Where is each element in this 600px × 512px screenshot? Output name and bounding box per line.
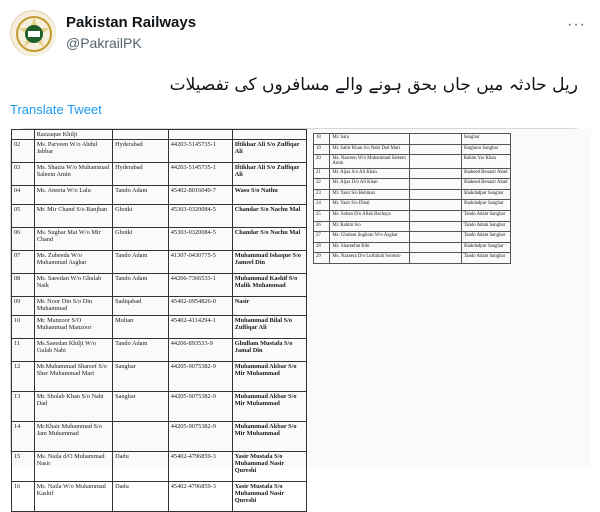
passenger-name: Mr. Mir Chand S/o Ranjhan (34, 205, 112, 228)
passenger-table-left (11, 129, 307, 512)
table-row (12, 482, 307, 512)
account-handle[interactable]: @PakrailPK (66, 35, 142, 51)
passenger-city: Dadu (113, 452, 169, 482)
table-row (12, 452, 307, 482)
row-number: 28 (314, 242, 330, 253)
passenger-name: Mr. Noor Din S/o Din Muhammad (34, 297, 112, 316)
table-row (12, 163, 307, 186)
table-row (314, 168, 511, 179)
table-row (314, 253, 511, 264)
passenger-name: Mr. Sabir Khan S/o Nabi Dad Mari (330, 144, 410, 155)
passenger-name: Mr. Sara (330, 134, 410, 145)
passenger-cnic: 44203-5145735-1 (168, 163, 232, 186)
passenger-city (410, 242, 461, 253)
table-row (314, 179, 511, 190)
table-row (12, 130, 307, 140)
relative-name: Muhammad Akbar S/o Mir Muhammad (232, 362, 306, 392)
passenger-name: Ms. Sohan D/o Allah Bachaya (330, 210, 410, 221)
passenger-cnic: 45402-0954826-0 (168, 297, 232, 316)
passenger-cnic: 45402-4114294-1 (168, 316, 232, 339)
passenger-name: Mr. Yasir S/o Dinal (330, 200, 410, 211)
relative-name: Chandar S/o Nachu Mal (232, 205, 306, 228)
passenger-name: Mr. Sholab Khan S/o Nabi Dad (34, 392, 112, 422)
passenger-district: Shahdadpur Sanghar (461, 200, 510, 211)
row-number: 23 (314, 189, 330, 200)
document-photo (11, 129, 591, 504)
row-number: 27 (314, 232, 330, 243)
relative-name: Muhammad Kashif S/o Malik Muhammad (232, 274, 306, 297)
row-number: 04 (12, 186, 35, 205)
table-row (12, 339, 307, 362)
passenger-name: Ms. Shazia W/o Muhammad Saleem Amin (34, 163, 112, 186)
row-number: 12 (12, 362, 35, 392)
passenger-district: Shahdadpur Sanghar (461, 189, 510, 200)
passenger-city (410, 232, 461, 243)
passenger-city: Tando Adam (113, 186, 169, 205)
row-number: 22 (314, 179, 330, 190)
passenger-city: Tando Adam (113, 251, 169, 274)
row-number (12, 130, 35, 140)
passenger-city: Multan (113, 316, 169, 339)
passenger-name: Razzaque Khilji (34, 130, 112, 140)
table-row (12, 422, 307, 452)
passenger-district: Tando Adam Sanghar (461, 232, 510, 243)
passenger-name: Ms. Parveen W/o Abdul Jabbar (34, 140, 112, 163)
passenger-city: Sadiqabad (113, 297, 169, 316)
passenger-name: Mr. Yasir S/o Rehman (330, 189, 410, 200)
row-number: 05 (12, 205, 35, 228)
row-number: 14 (12, 422, 35, 452)
passenger-list-left-page (11, 129, 307, 504)
passenger-city: Tando Adam (113, 339, 169, 362)
passenger-city (410, 253, 461, 264)
table-row (314, 144, 511, 155)
passenger-city (410, 134, 461, 145)
row-number: 29 (314, 253, 330, 264)
row-number: 25 (314, 210, 330, 221)
table-row (12, 362, 307, 392)
relative-name: Yasir Mustafa S/o Muhammad Nasir Qureshi (232, 452, 306, 482)
passenger-district: Shahdadpur Sanghar (461, 242, 510, 253)
table-row (314, 189, 511, 200)
passenger-name: Ms. Saeedan W/o Ghulab Naik (34, 274, 112, 297)
passenger-city (410, 200, 461, 211)
relative-name: Nasir (232, 297, 306, 316)
table-row (12, 251, 307, 274)
more-options-icon[interactable]: ··· (567, 16, 586, 33)
table-row (12, 274, 307, 297)
passenger-name: Ms. Naila W/o Muhammad Kashif (34, 482, 112, 512)
table-row (314, 210, 511, 221)
passenger-district: Rahim Yar Khan (461, 155, 510, 168)
tweet-media[interactable] (10, 128, 590, 504)
passenger-name: Ms. Naila d/O Muhammad Nasir (34, 452, 112, 482)
row-number: 15 (12, 452, 35, 482)
row-number: 06 (12, 228, 35, 251)
passenger-district: Sanghar (461, 134, 510, 145)
passenger-cnic: 44205-9075382-9 (168, 392, 232, 422)
relative-name: Muhammad Bilal S/o Zulfiqar Ali (232, 316, 306, 339)
passenger-city (410, 189, 461, 200)
table-row (314, 232, 511, 243)
passenger-list-right-page (313, 133, 511, 283)
passenger-cnic: 44205-9075382-9 (168, 362, 232, 392)
row-number: 07 (12, 251, 35, 274)
passenger-city: Hyderabad (113, 140, 169, 163)
passenger-name: Mr. Manzoor S/O Muhammad Manzoor (34, 316, 112, 339)
relative-name: Ghullam Mustafa S/o Jamal Din (232, 339, 306, 362)
row-number: 19 (314, 144, 330, 155)
relative-name: Waso S/o Nathu (232, 186, 306, 205)
passenger-city: Tando Adam (113, 274, 169, 297)
passenger-city (113, 130, 169, 140)
passenger-city (410, 155, 461, 168)
passenger-name: Ms. Nazeera D/o Lutfullah Soomro (330, 253, 410, 264)
row-number: 02 (12, 140, 35, 163)
passenger-cnic: 45402-4796859-3 (168, 452, 232, 482)
row-number: 26 (314, 221, 330, 232)
table-row (12, 205, 307, 228)
passenger-name: Mr.Khair Muhammad S/o Jam Muhammad (34, 422, 112, 452)
passenger-name: Mr. Aijaz S/o Ali Khan (330, 168, 410, 179)
passenger-table-right (313, 133, 511, 264)
passenger-name: Mr.Muhammad Shareef S/o Sher Muhammad Mari (34, 362, 112, 392)
passenger-name: Ms. Nasreen W/o Muhammad Saleem Amin (330, 155, 410, 168)
passenger-name: Ms. Zubeeda W/o Muhammad Asghar (34, 251, 112, 274)
tweet-text: ریل حادثہ میں جاں بحق ہونے والے مسافروں کی تفصیلات (169, 75, 578, 95)
passenger-district: Tando Adam Sanghar (461, 221, 510, 232)
passenger-district: Tando Adam Sanghar (461, 210, 510, 221)
passenger-cnic: 44206-893533-9 (168, 339, 232, 362)
passenger-city (410, 221, 461, 232)
relative-name: Iftikhar Ali S/o Zulfiqar Ali (232, 140, 306, 163)
row-number: 08 (12, 274, 35, 297)
relative-name: Muhammad Akbar S/o Mir Muhammad (232, 392, 306, 422)
passenger-district: Shaheed Benazir Abad (461, 168, 510, 179)
passenger-district: Tando Adam Sanghar (461, 253, 510, 264)
passenger-city: Hyderabad (113, 163, 169, 186)
passenger-cnic: 45303-0320084-5 (168, 205, 232, 228)
table-row (12, 140, 307, 163)
row-number: 03 (12, 163, 35, 186)
row-number: 16 (12, 482, 35, 512)
row-number: 10 (12, 316, 35, 339)
passenger-city (410, 210, 461, 221)
table-row (314, 200, 511, 211)
account-names (66, 14, 196, 53)
passenger-cnic: 45402-8016040-7 (168, 186, 232, 205)
table-row (314, 134, 511, 145)
table-row (314, 155, 511, 168)
passenger-city: Ghotki (113, 228, 169, 251)
passenger-city (410, 168, 461, 179)
passenger-cnic: 44205-9075382-9 (168, 422, 232, 452)
tweet-header (10, 10, 590, 60)
passenger-city (113, 422, 169, 452)
passenger-cnic: 45402-4796859-3 (168, 482, 232, 512)
row-number: 13 (12, 392, 35, 422)
passenger-cnic: 44206-7366533-1 (168, 274, 232, 297)
passenger-name: Ms. Aneeta W/o Lalu (34, 186, 112, 205)
passenger-district: Shaheed Benazir Abad (461, 179, 510, 190)
pakistan-railways-logo-icon[interactable] (10, 10, 56, 56)
passenger-name: Mr. Aijaz D/o Ali Khan (330, 179, 410, 190)
passenger-city: Sanghar (113, 392, 169, 422)
table-row (12, 228, 307, 251)
passenger-name: Ms. Sughar Mai W/o Mir Chand (34, 228, 112, 251)
relative-name: Iftikhar Ali S/o Zulfiqar Ali (232, 163, 306, 186)
relative-name: Yasir Mustafa S/o Muhammad Nasir Qureshi (232, 482, 306, 512)
translate-tweet-link[interactable]: Translate Tweet (10, 102, 102, 117)
passenger-city (410, 179, 461, 190)
passenger-name: Ms. Ghulam Sughran W/o Asghar (330, 232, 410, 243)
passenger-city: Dadu (113, 482, 169, 512)
passenger-cnic: 45303-0320084-5 (168, 228, 232, 251)
display-name[interactable]: Pakistan Railways (66, 14, 197, 31)
table-row (314, 221, 511, 232)
table-row (314, 242, 511, 253)
relative-name (232, 130, 306, 140)
passenger-cnic: 44203-5145735-1 (168, 140, 232, 163)
row-number: 18 (314, 134, 330, 145)
passenger-city: Sanghar (113, 362, 169, 392)
relative-name: Muhammad Ishaque S/o Jameel Din (232, 251, 306, 274)
row-number: 11 (12, 339, 35, 362)
row-number: 20 (314, 155, 330, 168)
row-number: 09 (12, 297, 35, 316)
relative-name: Muhammad Akbar S/o Mir Muhammad (232, 422, 306, 452)
passenger-cnic (168, 130, 232, 140)
passenger-name: Ms. Shareefan Bibi (330, 242, 410, 253)
passenger-city (410, 144, 461, 155)
passenger-name: Mr. Rahim S/o (330, 221, 410, 232)
table-row (12, 297, 307, 316)
passenger-district: Singhoro Sanghar (461, 144, 510, 155)
row-number: 21 (314, 168, 330, 179)
passenger-name: Ms.Saeedan Khilji W/o Gulab Nabi (34, 339, 112, 362)
passenger-city: Ghotki (113, 205, 169, 228)
relative-name: Chandar S/o Nachu Mal (232, 228, 306, 251)
row-number: 24 (314, 200, 330, 211)
table-row (12, 392, 307, 422)
passenger-cnic: 41307-0430775-5 (168, 251, 232, 274)
table-row (12, 186, 307, 205)
table-row (12, 316, 307, 339)
